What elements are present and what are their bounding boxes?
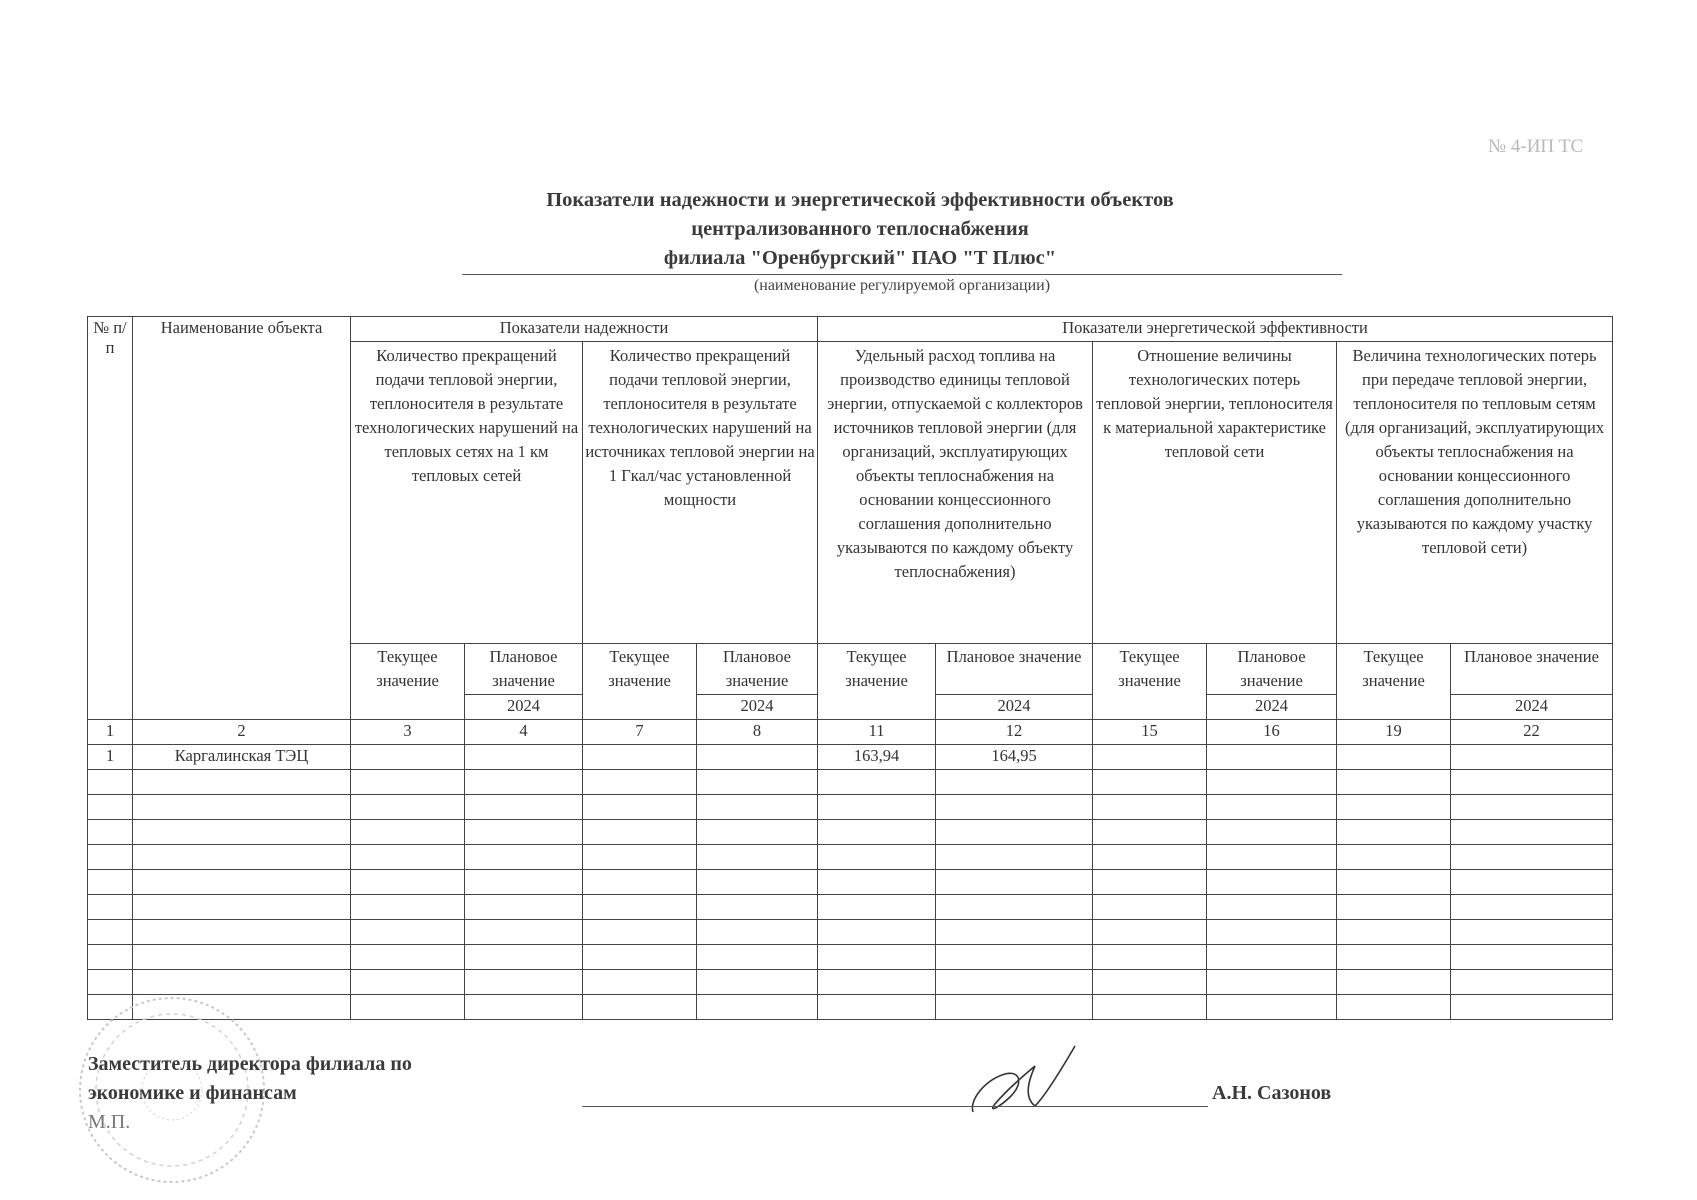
empty-cell [1337, 795, 1451, 820]
empty-cell [697, 970, 818, 995]
empty-table-row [88, 895, 1613, 920]
empty-cell [936, 945, 1093, 970]
empty-cell [351, 795, 465, 820]
empty-cell [88, 870, 133, 895]
empty-cell [1093, 945, 1207, 970]
empty-cell [465, 820, 583, 845]
row-value: 164,95 [936, 745, 1093, 770]
object-name: Каргалинская ТЭЦ [133, 745, 351, 770]
planned-year: 2024 [936, 695, 1093, 720]
empty-cell [465, 845, 583, 870]
row-value [351, 745, 465, 770]
planned-year: 2024 [1451, 695, 1613, 720]
empty-cell [465, 895, 583, 920]
empty-cell [133, 795, 351, 820]
current-label: Текущее значение [351, 644, 465, 720]
empty-cell [818, 895, 936, 920]
empty-table-row [88, 970, 1613, 995]
empty-cell [351, 845, 465, 870]
empty-cell [1337, 945, 1451, 970]
header-reliability: Показатели надежности [351, 317, 818, 342]
empty-cell [697, 945, 818, 970]
column-number: 1 [88, 720, 133, 745]
empty-cell [1207, 795, 1337, 820]
empty-cell [583, 945, 697, 970]
empty-cell [1093, 770, 1207, 795]
current-label: Текущее значение [1337, 644, 1451, 720]
empty-cell [1207, 770, 1337, 795]
column-number: 8 [697, 720, 818, 745]
row-value [1093, 745, 1207, 770]
document-title [420, 186, 1300, 273]
signer-name: А.Н. Сазонов [1212, 1082, 1332, 1104]
empty-cell [1207, 995, 1337, 1020]
empty-cell [583, 895, 697, 920]
planned-label: Плановое значение [697, 644, 818, 695]
empty-cell [351, 995, 465, 1020]
empty-cell [351, 920, 465, 945]
empty-cell [1451, 920, 1613, 945]
empty-cell [465, 920, 583, 945]
empty-cell [1093, 845, 1207, 870]
column-number: 7 [583, 720, 697, 745]
empty-cell [1207, 920, 1337, 945]
empty-cell [697, 870, 818, 895]
org-caption: (наименование регулируемой организации) [753, 277, 1051, 294]
empty-cell [1337, 970, 1451, 995]
empty-cell [583, 820, 697, 845]
current-label: Текущее значение [1093, 644, 1207, 720]
empty-cell [1207, 820, 1337, 845]
row-value [1207, 745, 1337, 770]
column-number: 19 [1337, 720, 1451, 745]
signatory-position-2: экономике и финансам [88, 1082, 297, 1104]
current-label: Текущее значение [583, 644, 697, 720]
empty-cell [1337, 770, 1451, 795]
empty-cell [465, 770, 583, 795]
empty-table-row [88, 920, 1613, 945]
empty-cell [351, 895, 465, 920]
empty-table-row [88, 995, 1613, 1020]
empty-cell [133, 920, 351, 945]
column-number: 15 [1093, 720, 1207, 745]
indicator-1: Количество прекращений подачи тепловой энергии, теплоносителя в результате технологических нарушений на тепловых сетях на 1 км тепловых сетей [351, 342, 583, 644]
empty-cell [1093, 895, 1207, 920]
empty-cell [818, 945, 936, 970]
org-underline [462, 274, 1342, 275]
empty-cell [465, 795, 583, 820]
empty-cell [1451, 995, 1613, 1020]
empty-table-row [88, 820, 1613, 845]
indicator-3: Удельный расход топлива на производство единицы тепловой энергии, отпускаемой с коллекторов источников тепловой энергии (для организаций, эксплуатирующих объекты теплоснабжения на основании концессионного соглашения дополнительно указываются по каждому объекту теплоснабжения) [818, 342, 1093, 644]
empty-table-row [88, 845, 1613, 870]
row-value [583, 745, 697, 770]
empty-cell [818, 845, 936, 870]
empty-cell [133, 845, 351, 870]
empty-cell [1093, 870, 1207, 895]
indicator-2: Количество прекращений подачи тепловой энергии, теплоносителя в результате технологических нарушений на источниках тепловой энергии на 1 Гкал/час установленной мощности [583, 342, 818, 644]
empty-cell [1451, 895, 1613, 920]
empty-cell [1093, 970, 1207, 995]
row-value [1451, 745, 1613, 770]
empty-cell [583, 870, 697, 895]
empty-cell [465, 995, 583, 1020]
empty-cell [1451, 845, 1613, 870]
empty-cell [818, 820, 936, 845]
planned-label: Плановое значение [1451, 644, 1613, 695]
column-number: 4 [465, 720, 583, 745]
empty-cell [936, 845, 1093, 870]
empty-cell [88, 770, 133, 795]
empty-cell [936, 770, 1093, 795]
empty-cell [583, 845, 697, 870]
empty-cell [583, 770, 697, 795]
empty-cell [697, 845, 818, 870]
empty-cell [818, 770, 936, 795]
indicators-table [87, 316, 1613, 1020]
empty-cell [351, 945, 465, 970]
row-number: 1 [88, 745, 133, 770]
empty-cell [465, 945, 583, 970]
empty-cell [936, 920, 1093, 945]
empty-cell [936, 895, 1093, 920]
empty-cell [465, 870, 583, 895]
empty-cell [1451, 970, 1613, 995]
empty-cell [88, 945, 133, 970]
row-value: 163,94 [818, 745, 936, 770]
empty-cell [1093, 820, 1207, 845]
empty-cell [936, 970, 1093, 995]
planned-year: 2024 [697, 695, 818, 720]
empty-cell [88, 895, 133, 920]
header-row-groups [88, 317, 1613, 342]
empty-cell [818, 795, 936, 820]
mp-label: М.П. [88, 1111, 131, 1133]
empty-table-row [88, 945, 1613, 970]
planned-label: Плановое значение [465, 644, 583, 695]
signature-block [88, 1050, 412, 1137]
empty-cell [133, 820, 351, 845]
planned-label: Плановое значение [1207, 644, 1337, 695]
empty-cell [465, 970, 583, 995]
empty-cell [936, 795, 1093, 820]
empty-cell [133, 870, 351, 895]
empty-cell [1093, 995, 1207, 1020]
empty-cell [1337, 870, 1451, 895]
title-line-2: централизованного теплоснабжения [691, 218, 1029, 240]
empty-cell [936, 820, 1093, 845]
empty-cell [1337, 995, 1451, 1020]
planned-year: 2024 [465, 695, 583, 720]
empty-cell [697, 795, 818, 820]
empty-cell [583, 920, 697, 945]
column-number: 2 [133, 720, 351, 745]
header-object-name: Наименование объекта [133, 317, 351, 720]
title-line-1: Показатели надежности и энергетической эффективности объектов [546, 189, 1174, 211]
empty-cell [1207, 870, 1337, 895]
empty-cell [351, 770, 465, 795]
empty-cell [351, 970, 465, 995]
empty-table-row [88, 870, 1613, 895]
empty-cell [133, 770, 351, 795]
planned-year: 2024 [1207, 695, 1337, 720]
empty-cell [1451, 820, 1613, 845]
empty-cell [1093, 920, 1207, 945]
empty-cell [1337, 820, 1451, 845]
empty-cell [88, 820, 133, 845]
empty-cell [88, 795, 133, 820]
empty-cell [1451, 770, 1613, 795]
empty-cell [133, 945, 351, 970]
empty-cell [818, 970, 936, 995]
empty-cell [936, 870, 1093, 895]
empty-cell [1207, 845, 1337, 870]
empty-cell [936, 995, 1093, 1020]
column-number: 16 [1207, 720, 1337, 745]
title-line-3: филиала "Оренбургский" ПАО "Т Плюс" [663, 247, 1057, 269]
row-value [1337, 745, 1451, 770]
empty-cell [697, 920, 818, 945]
column-number: 12 [936, 720, 1093, 745]
empty-cell [1451, 870, 1613, 895]
empty-cell [818, 995, 936, 1020]
empty-cell [1207, 895, 1337, 920]
indicator-5: Величина технологических потерь при передаче тепловой энергии, теплоносителя по тепловым сетям (для организаций, эксплуатирующих объекты теплоснабжения на основании концессионного соглашения дополнительно указываются по каждому участку тепловой сети) [1337, 342, 1613, 644]
empty-cell [1337, 920, 1451, 945]
form-code: № 4-ИП ТС [1488, 136, 1584, 157]
empty-cell [88, 845, 133, 870]
column-numbers-row [88, 720, 1613, 745]
empty-cell [1093, 795, 1207, 820]
empty-cell [583, 795, 697, 820]
handwritten-signature-icon [965, 1040, 1085, 1120]
empty-cell [1337, 895, 1451, 920]
column-number: 3 [351, 720, 465, 745]
header-efficiency: Показатели энергетической эффективности [818, 317, 1613, 342]
empty-cell [697, 995, 818, 1020]
empty-cell [583, 995, 697, 1020]
header-num: № п/п [88, 317, 133, 720]
column-number: 11 [818, 720, 936, 745]
current-label: Текущее значение [818, 644, 936, 720]
empty-cell [351, 870, 465, 895]
empty-cell [1451, 795, 1613, 820]
empty-cell [697, 895, 818, 920]
planned-label: Плановое значение [936, 644, 1093, 695]
signatory-position-1: Заместитель директора филиала по [88, 1053, 412, 1075]
row-value [697, 745, 818, 770]
column-number: 22 [1451, 720, 1613, 745]
empty-table-row [88, 770, 1613, 795]
empty-cell [351, 820, 465, 845]
empty-cell [1337, 845, 1451, 870]
empty-cell [697, 770, 818, 795]
empty-cell [1207, 970, 1337, 995]
empty-cell [133, 895, 351, 920]
empty-cell [1207, 945, 1337, 970]
indicator-4: Отношение величины технологических потерь тепловой энергии, теплоносителя к материальной характеристике тепловой сети [1093, 342, 1337, 644]
empty-cell [697, 820, 818, 845]
empty-cell [818, 920, 936, 945]
empty-cell [583, 970, 697, 995]
signature-line [582, 1106, 1208, 1107]
empty-cell [818, 870, 936, 895]
table-row [88, 745, 1613, 770]
empty-table-row [88, 795, 1613, 820]
empty-cell [1451, 945, 1613, 970]
empty-cell [88, 920, 133, 945]
row-value [465, 745, 583, 770]
